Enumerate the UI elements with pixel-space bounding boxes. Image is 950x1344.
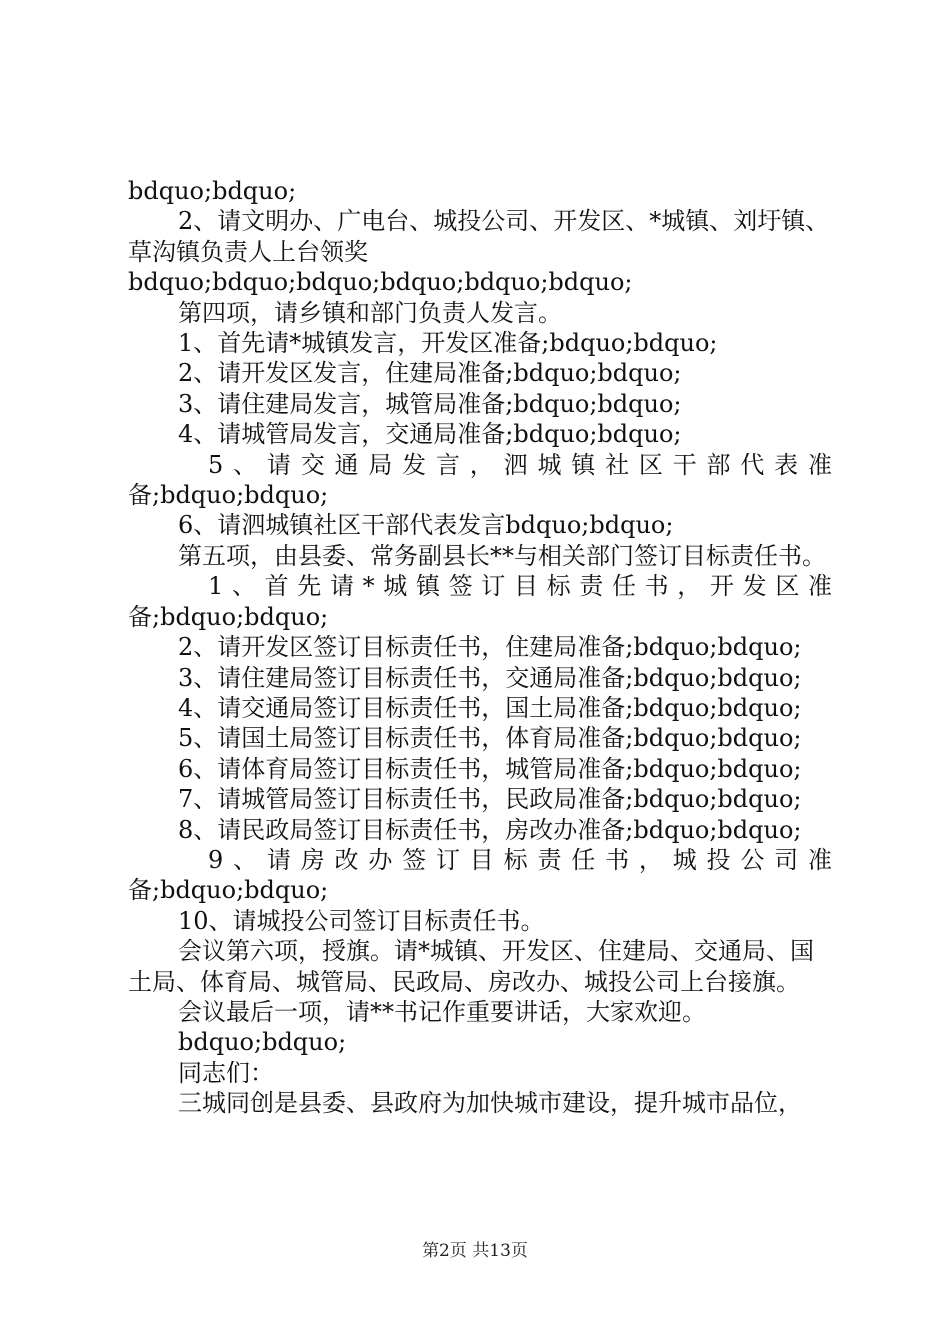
paragraph-27: bdquo;bdquo; [178, 1028, 347, 1057]
paragraph-3: bdquo;bdquo;bdquo;bdquo;bdquo;bdquo; [128, 268, 633, 297]
paragraph-22: 9、请房改办签订目标责任书，城投公司准 [208, 845, 832, 874]
paragraph-11: 6、请泗城镇社区干部代表发言bdquo;bdquo; [178, 511, 674, 540]
paragraph-29: 三城同创是县委、县政府为加快城市建设，提升城市品位， [178, 1089, 802, 1118]
paragraph-14: 备;bdquo;bdquo; [128, 602, 329, 631]
page-number-label: 第2页 共13页 [422, 1241, 528, 1261]
paragraph-5: 1、首先请*城镇发言，开发区准备;bdquo;bdquo; [178, 329, 718, 358]
paragraph-20: 7、请城管局签订目标责任书，民政局准备;bdquo;bdquo; [178, 785, 802, 814]
paragraph-12: 第五项，由县委、常务副县长**与相关部门签订目标责任书。 [178, 541, 826, 570]
paragraph-23: 备;bdquo;bdquo; [128, 876, 329, 905]
paragraph-25: 会议第六项，授旗。请*城镇、开发区、住建局、交通局、国土局、体育局、城管局、民政局、房改办、城投公司上台接旗。 [128, 937, 814, 996]
paragraph-15: 2、请开发区签订目标责任书，住建局准备;bdquo;bdquo; [178, 633, 802, 662]
paragraph-16: 3、请住建局签订目标责任书，交通局准备;bdquo;bdquo; [178, 663, 802, 692]
paragraph-19: 6、请体育局签订目标责任书，城管局准备;bdquo;bdquo; [178, 754, 802, 783]
paragraph-24: 10、请城投公司签订目标责任书。 [178, 906, 545, 935]
paragraph-8: 4、请城管局发言，交通局准备;bdquo;bdquo; [178, 420, 682, 449]
paragraph-26: 会议最后一项，请**书记作重要讲话，大家欢迎。 [178, 997, 706, 1026]
paragraph-21: 8、请民政局签订目标责任书，房改办准备;bdquo;bdquo; [178, 815, 802, 844]
paragraph-10: 备;bdquo;bdquo; [128, 481, 329, 510]
paragraph-13: 1、首先请*城镇签订目标责任书，开发区准 [208, 572, 832, 601]
paragraph-4: 第四项，请乡镇和部门负责人发言。 [178, 298, 562, 327]
paragraph-18: 5、请国土局签订目标责任书，体育局准备;bdquo;bdquo; [178, 724, 802, 753]
paragraph-17: 4、请交通局签订目标责任书，国土局准备;bdquo;bdquo; [178, 693, 802, 722]
paragraph-1: bdquo;bdquo; [128, 177, 297, 205]
document-body [128, 176, 832, 1119]
paragraph-28: 同志们： [178, 1058, 274, 1087]
page-footer [0, 1240, 950, 1262]
paragraph-2: 2、请文明办、广电台、城投公司、开发区、*城镇、刘圩镇、草沟镇负责人上台领奖 [128, 207, 830, 266]
paragraph-9: 5、请交通局发言，泗城镇社区干部代表准 [208, 450, 832, 479]
paragraph-7: 3、请住建局发言，城管局准备;bdquo;bdquo; [178, 389, 682, 418]
paragraph-6: 2、请开发区发言，住建局准备;bdquo;bdquo; [178, 359, 682, 388]
